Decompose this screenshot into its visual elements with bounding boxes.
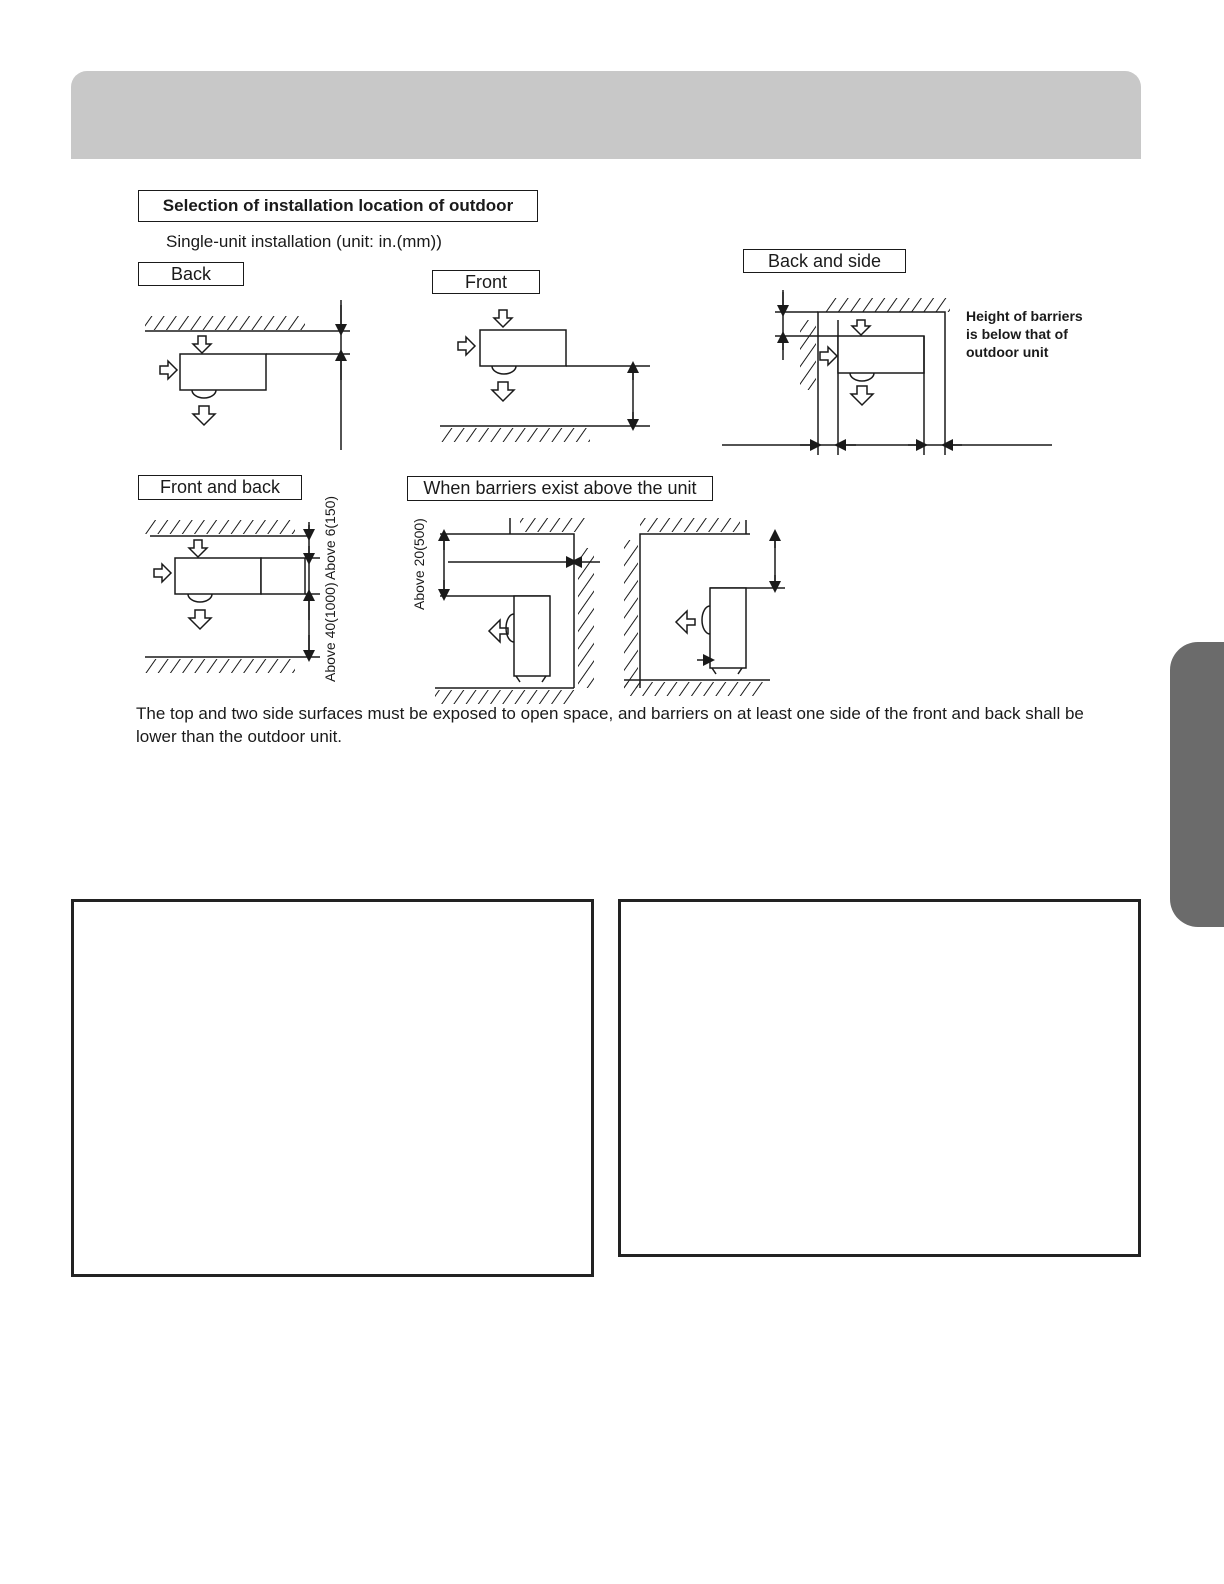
right-content-box	[618, 899, 1141, 1257]
diagram-drawing	[100, 180, 1100, 760]
label-front: Front	[432, 270, 540, 294]
installation-note-paragraph: The top and two side surfaces must be exposed to open space, and barriers on at least one side of the front and back shall be lower than the outdoor unit.	[136, 704, 1084, 746]
installation-diagram	[100, 180, 1100, 760]
dim-above-40: Above 40(1000)	[322, 582, 338, 682]
label-back: Back	[138, 262, 244, 286]
height-note: Height of barriers is below that of outdoor unit	[966, 308, 1083, 360]
label-barriers-above: When barriers exist above the unit	[407, 476, 713, 501]
left-content-box	[71, 899, 594, 1277]
dim-above-20: Above 20(500)	[411, 518, 427, 610]
side-tab	[1170, 642, 1224, 927]
subtitle: Single-unit installation (unit: in.(mm))	[166, 232, 442, 251]
header-bar	[71, 71, 1141, 159]
label-front-and-back: Front and back	[138, 475, 302, 500]
label-back-and-side: Back and side	[743, 249, 906, 273]
section-title: Selection of installation location of outdoor	[138, 190, 538, 222]
dim-above-6: Above 6(150)	[322, 495, 338, 580]
